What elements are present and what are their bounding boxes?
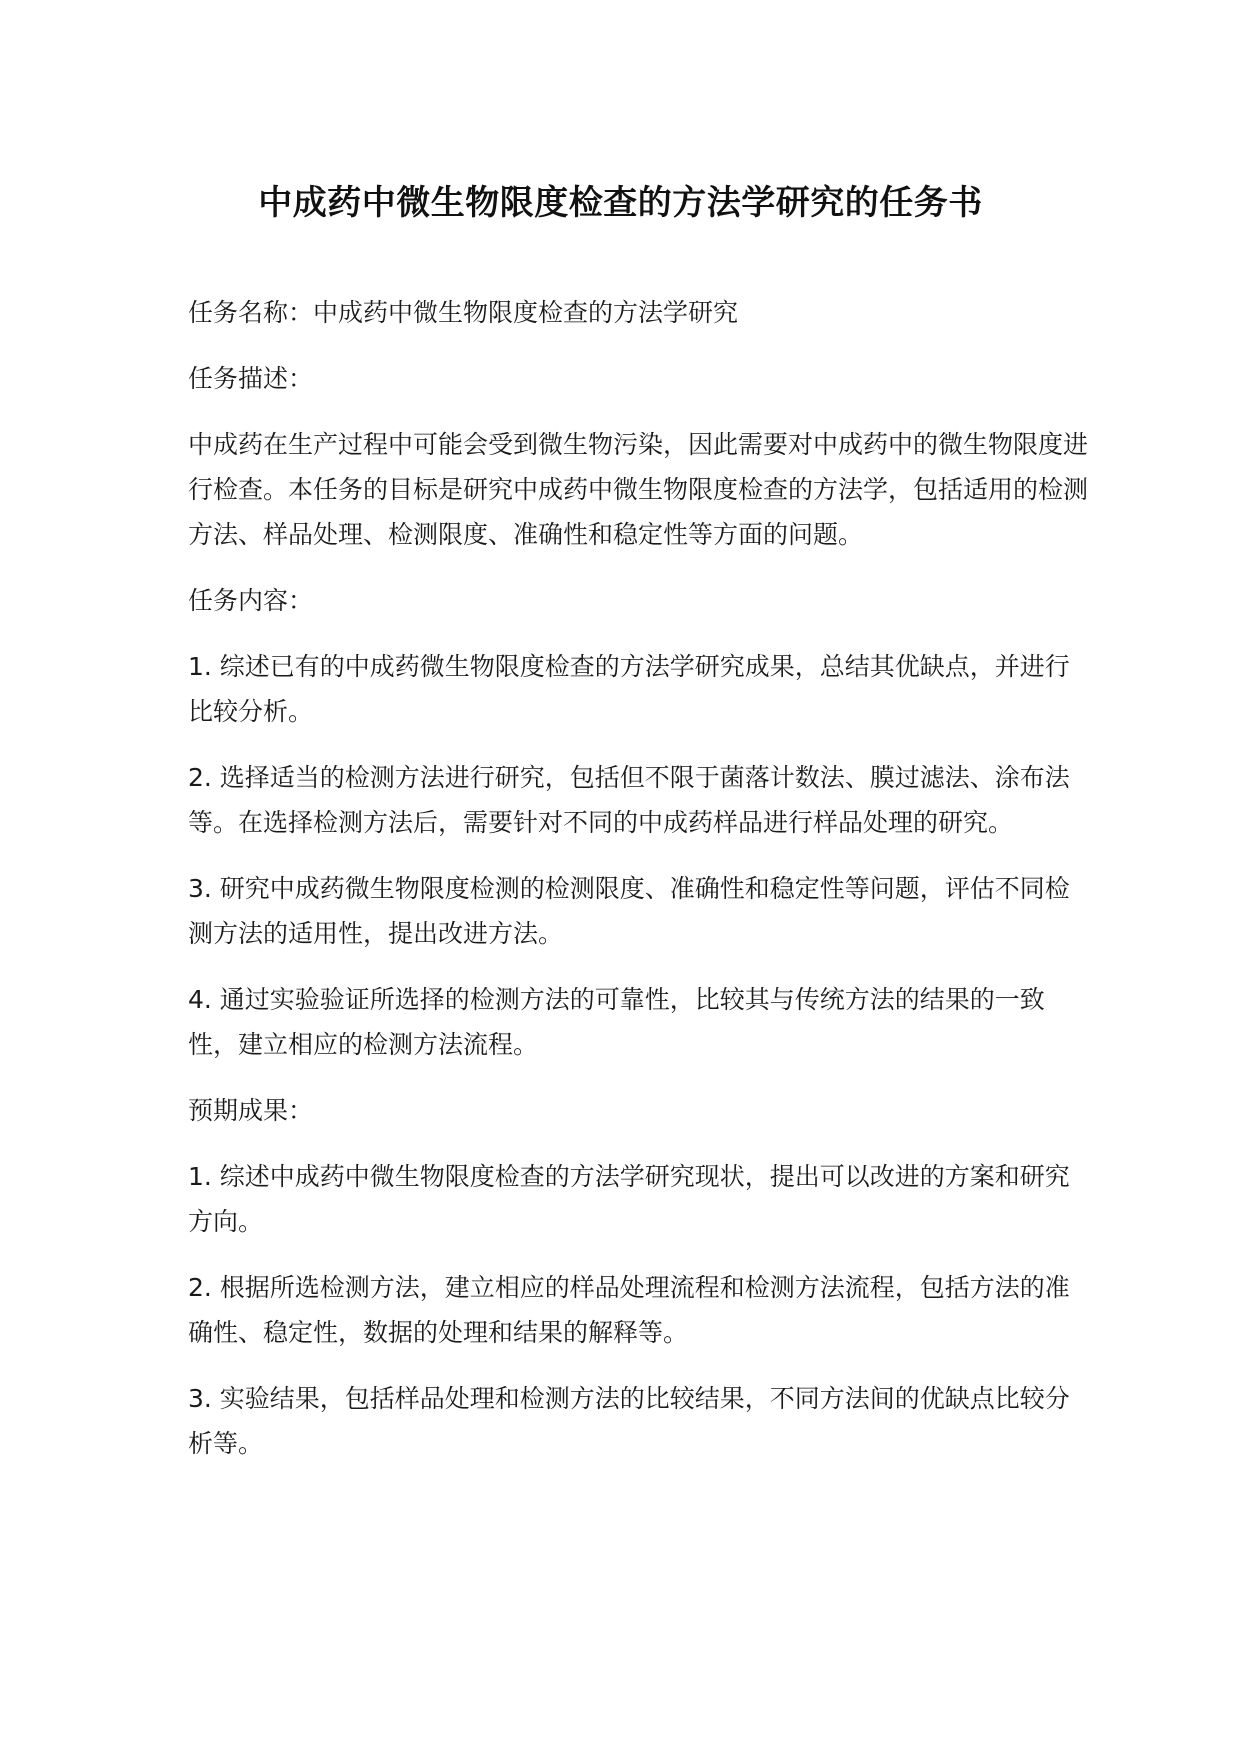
task-content-item: 4. 通过实验验证所选择的检测方法的可靠性，比较其与传统方法的结果的一致性，建立相应的检测方法流程。 xyxy=(188,985,1045,1059)
task-content-item: 1. 综述已有的中成药微生物限度检查的方法学研究成果，总结其优缺点，并进行比较分析。 xyxy=(188,652,1070,726)
expected-results-item: 1. 综述中成药中微生物限度检查的方法学研究现状，提出可以改进的方案和研究方向。 xyxy=(188,1162,1070,1236)
expected-results-item: 2. 根据所选检测方法，建立相应的样品处理流程和检测方法流程，包括方法的准确性、稳定性，数据的处理和结果的解释等。 xyxy=(188,1273,1070,1347)
document-title: 中成药中微生物限度检查的方法学研究的任务书 xyxy=(258,183,983,223)
task-content-item: 3. 研究中成药微生物限度检测的检测限度、准确性和稳定性等问题，评估不同检测方法的适用性，提出改进方法。 xyxy=(188,874,1070,948)
expected-results-item: 3. 实验结果，包括样品处理和检测方法的比较结果，不同方法间的优缺点比较分析等。 xyxy=(188,1384,1070,1458)
task-name: 任务名称：中成药中微生物限度检查的方法学研究 xyxy=(188,298,739,327)
document-body xyxy=(188,290,1088,1487)
expected-results-heading: 预期成果： xyxy=(188,1096,314,1125)
task-content-item: 2. 选择适当的检测方法进行研究，包括但不限于菌落计数法、膜过滤法、涂布法等。在选择检测方法后，需要针对不同的中成药样品进行样品处理的研究。 xyxy=(188,763,1070,837)
task-description-paragraph: 中成药在生产过程中可能会受到微生物污染，因此需要对中成药中的微生物限度进行检查。本任务的目标是研究中成药中微生物限度检查的方法学，包括适用的检测方法、样品处理、检测限度、准确性和稳定性等方面的问题。 xyxy=(188,430,1089,549)
task-content-heading: 任务内容： xyxy=(188,586,314,615)
task-description-heading: 任务描述： xyxy=(188,364,314,393)
